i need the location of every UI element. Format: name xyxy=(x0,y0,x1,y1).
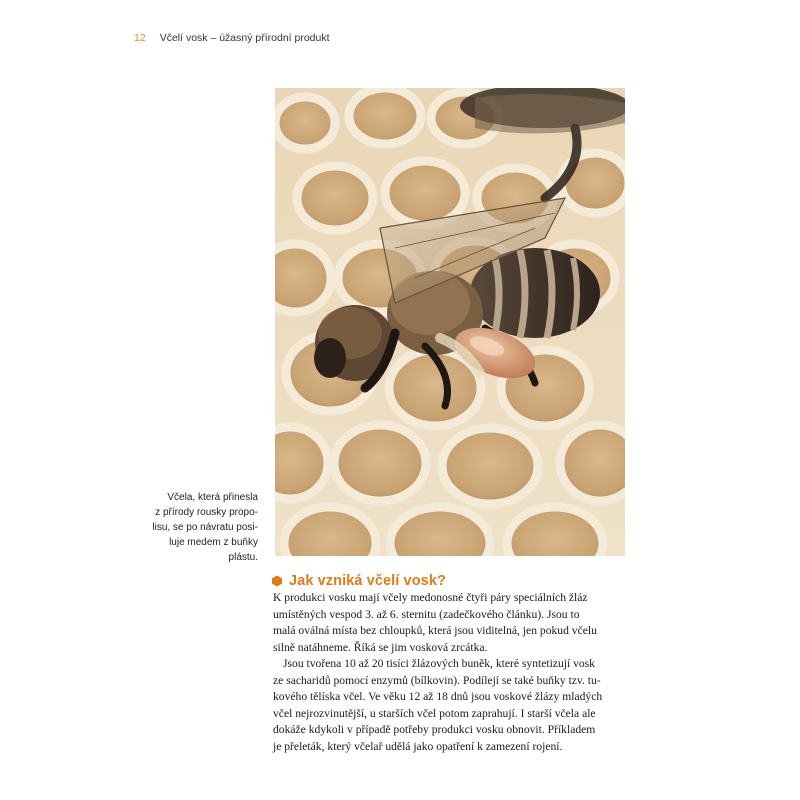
paragraph-1 xyxy=(273,590,629,656)
page-number: 12 xyxy=(134,32,146,44)
text-line: Jsou tvořena 10 až 20 tisíci žlázových buněk, které syntetizují vosk xyxy=(283,657,595,670)
caption-line: lisu, se po návratu posi- xyxy=(152,522,258,533)
text-line: včel nejrozvinutější, u starších včel potom zaprahují. I starší včela ale xyxy=(273,706,596,720)
text-line: je přeleták, který včelař udělá jako opatření k zamezení rojení. xyxy=(273,739,563,753)
section-title: Jak vzniká včelí vosk? xyxy=(289,573,446,589)
hexagon-icon xyxy=(271,575,283,587)
running-title: Včelí vosk – úžasný přírodní produkt xyxy=(159,32,330,44)
text-line: ze sacharidů pomocí enzymů (bílkovin). Podílejí se také buňky tzv. tu- xyxy=(273,673,601,687)
paragraph-2 xyxy=(273,656,629,755)
text-line: umístěných vespod 3. až 6. sternitu (zadečkového článku). Jsou to xyxy=(273,607,580,621)
text-line: kového tělíska včel. Ve věku 12 až 18 dnů jsou voskové žlázy mladých xyxy=(273,690,603,703)
running-header xyxy=(134,32,330,44)
section-heading xyxy=(271,573,446,589)
bee-honeycomb-photo xyxy=(275,88,625,556)
text-line: silně natáhneme. Říká se jim vosková zrcátka. xyxy=(273,640,488,654)
body-text xyxy=(273,590,629,755)
text-line: dokáže kdykoli v případě potřeby produkci vosku obnovit. Příkladem xyxy=(273,723,596,736)
text-line: malá oválná místa bez chloupků, která jsou viditelná, jen pokud včelu xyxy=(273,624,597,637)
text-line: K produkci vosku mají včely medonosné čtyři páry speciálních žláz xyxy=(273,591,588,604)
caption-line: luje medem z buňky xyxy=(169,537,258,548)
photo-caption xyxy=(150,490,258,565)
caption-line: z přírody rousky propo- xyxy=(155,507,258,518)
caption-line: plástu. xyxy=(228,552,258,563)
caption-line: Včela, která přinesla xyxy=(167,492,258,503)
bee-photo-illustration xyxy=(275,88,625,556)
